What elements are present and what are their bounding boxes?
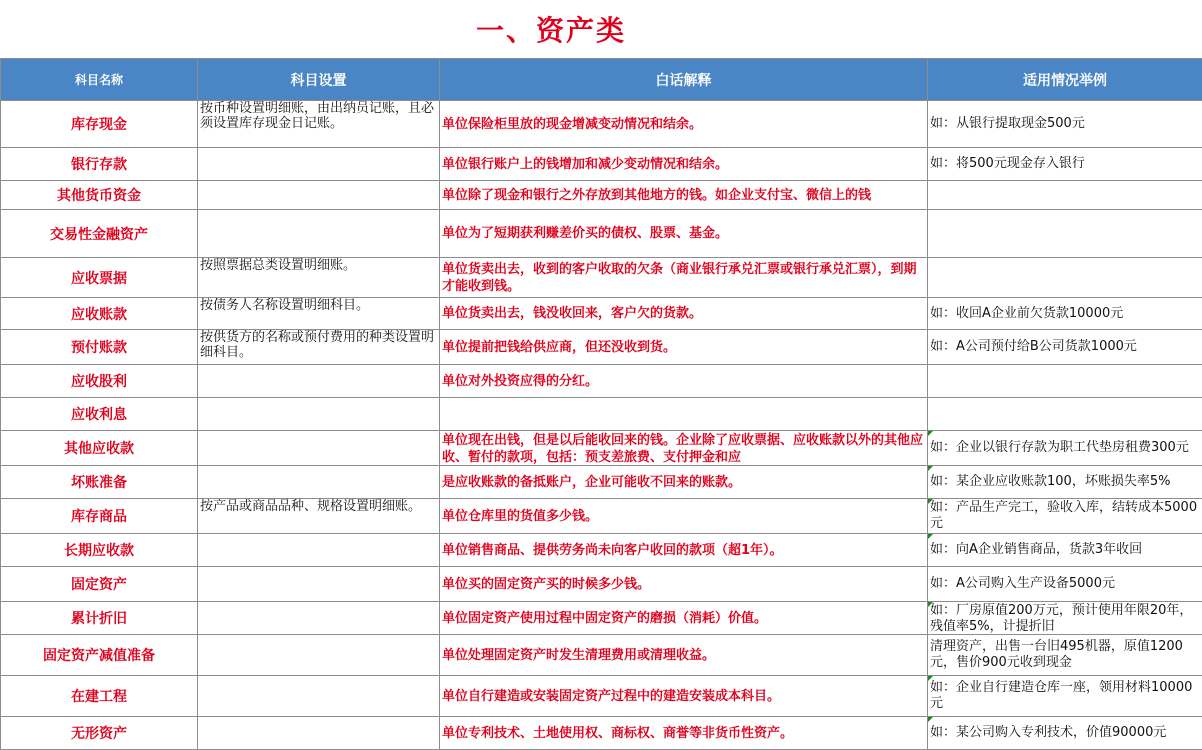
explanation-cell[interactable]	[440, 534, 928, 567]
account-name-cell-text: 固定资产减值准备	[3, 645, 195, 665]
table-row	[1, 534, 1202, 567]
example-cell[interactable]	[928, 567, 1202, 602]
table-row	[1, 567, 1202, 602]
account-name-cell-text: 在建工程	[3, 686, 195, 706]
explanation-cell-text: 单位货卖出去，钱没收回来，客户欠的货款。	[442, 305, 925, 322]
example-cell[interactable]	[928, 210, 1202, 258]
account-setup-cell[interactable]	[198, 210, 440, 258]
cell-comment-marker-icon	[928, 431, 933, 436]
explanation-cell-text: 单位为了短期获利赚差价买的债权、股票、基金。	[442, 225, 925, 242]
explanation-cell[interactable]	[440, 466, 928, 499]
asset-accounts-table	[0, 58, 1202, 750]
account-name-cell-text: 应收股利	[3, 371, 195, 391]
explanation-cell-text: 单位保险柜里放的现金增减变动情况和结余。	[442, 116, 925, 133]
explanation-cell[interactable]	[440, 499, 928, 534]
header-account-name[interactable]: 科目名称	[1, 59, 198, 101]
account-name-cell[interactable]	[1, 602, 198, 635]
account-name-cell-text: 应收利息	[3, 404, 195, 424]
account-setup-cell-text: 按债务人名称设置明细科目。	[200, 298, 437, 313]
cell-comment-marker-icon	[928, 499, 933, 504]
explanation-cell[interactable]	[440, 398, 928, 431]
account-name-cell-text: 银行存款	[3, 154, 195, 174]
account-name-cell-text: 其他货币资金	[3, 185, 195, 205]
table-row	[1, 101, 1202, 148]
explanation-cell-text: 单位仓库里的货值多少钱。	[442, 508, 925, 525]
explanation-cell-text: 单位对外投资应得的分红。	[442, 373, 925, 390]
account-name-cell[interactable]	[1, 398, 198, 431]
explanation-cell[interactable]	[440, 635, 928, 676]
explanation-cell[interactable]	[440, 431, 928, 466]
explanation-cell[interactable]	[440, 567, 928, 602]
explanation-cell-text: 单位销售商品、提供劳务尚未向客户收回的款项（超1年）。	[442, 542, 925, 559]
cell-comment-marker-icon	[928, 602, 933, 607]
account-setup-cell[interactable]	[198, 676, 440, 717]
account-setup-cell[interactable]	[198, 181, 440, 210]
table-row	[1, 330, 1202, 365]
account-name-cell[interactable]	[1, 717, 198, 750]
example-cell[interactable]	[928, 365, 1202, 398]
table-row	[1, 635, 1202, 676]
example-cell[interactable]	[928, 101, 1202, 148]
example-cell[interactable]	[928, 431, 1202, 466]
account-setup-cell[interactable]	[198, 298, 440, 330]
account-name-cell[interactable]	[1, 258, 198, 298]
example-cell[interactable]	[928, 635, 1202, 676]
example-cell-text: 如：企业自行建造仓库一座，领用材料10000元	[930, 680, 1200, 712]
account-setup-cell[interactable]	[198, 148, 440, 181]
example-cell[interactable]	[928, 181, 1202, 210]
explanation-cell[interactable]	[440, 181, 928, 210]
example-cell[interactable]	[928, 398, 1202, 431]
explanation-cell-text: 单位买的固定资产买的时候多少钱。	[442, 576, 925, 593]
explanation-cell[interactable]	[440, 258, 928, 298]
account-setup-cell-text: 按供货方的名称或预付费用的种类设置明细科目。	[200, 330, 437, 360]
example-cell[interactable]	[928, 466, 1202, 499]
account-name-cell[interactable]	[1, 534, 198, 567]
example-cell[interactable]	[928, 717, 1202, 750]
example-cell-text: 如：从银行提取现金500元	[930, 116, 1200, 132]
explanation-cell-text: 单位提前把钱给供应商，但还没收到货。	[442, 339, 925, 356]
cell-comment-marker-icon	[928, 534, 933, 539]
account-name-cell-text: 坏账准备	[3, 472, 195, 492]
explanation-cell[interactable]	[440, 330, 928, 365]
account-setup-cell-text: 按产品或商品品种、规格设置明细账。	[200, 499, 437, 514]
example-cell-text: 如：收回A企业前欠货款10000元	[930, 306, 1200, 322]
table-row	[1, 398, 1202, 431]
account-name-cell-text: 累计折旧	[3, 608, 195, 628]
explanation-cell-text: 单位货卖出去，收到的客户收取的欠条（商业银行承兑汇票或银行承兑汇票），到期才能收到钱。	[442, 261, 925, 295]
header-account-setup[interactable]: 科目设置	[198, 59, 440, 101]
account-name-cell-text: 库存商品	[3, 506, 195, 526]
cell-comment-marker-icon	[928, 717, 933, 722]
account-name-cell-text: 交易性金融资产	[3, 224, 195, 244]
example-cell-text: 如：产品生产完工，验收入库，结转成本5000元	[930, 500, 1200, 532]
example-cell-text: 如：A公司预付给B公司货款1000元	[930, 339, 1200, 355]
account-name-cell-text: 应收账款	[3, 304, 195, 324]
explanation-cell-text: 单位除了现金和银行之外存放到其他地方的钱。如企业支付宝、微信上的钱	[442, 187, 925, 204]
explanation-cell-text: 单位固定资产使用过程中固定资产的磨损（消耗）价值。	[442, 610, 925, 627]
example-cell[interactable]	[928, 330, 1202, 365]
table-row	[1, 298, 1202, 330]
explanation-cell[interactable]	[440, 148, 928, 181]
table-row	[1, 258, 1202, 298]
account-setup-cell[interactable]	[198, 365, 440, 398]
explanation-cell[interactable]	[440, 365, 928, 398]
account-setup-cell-text: 按照票据总类设置明细账。	[200, 258, 437, 273]
header-usage-example[interactable]: 适用情况举例	[928, 59, 1202, 101]
example-cell[interactable]	[928, 298, 1202, 330]
table-row	[1, 365, 1202, 398]
explanation-cell-text: 单位银行账户上的钱增加和减少变动情况和结余。	[442, 156, 925, 173]
account-name-cell[interactable]	[1, 181, 198, 210]
account-setup-cell[interactable]	[198, 602, 440, 635]
account-name-cell[interactable]	[1, 499, 198, 534]
example-cell[interactable]	[928, 534, 1202, 567]
cell-comment-marker-icon	[928, 466, 933, 471]
account-setup-cell[interactable]	[198, 717, 440, 750]
account-name-cell[interactable]	[1, 210, 198, 258]
explanation-cell[interactable]	[440, 298, 928, 330]
example-cell-text: 如：某公司购入专利技术，价值90000元	[930, 725, 1200, 741]
account-name-cell[interactable]	[1, 298, 198, 330]
table-row	[1, 210, 1202, 258]
account-name-cell-text: 长期应收款	[3, 540, 195, 560]
explanation-cell[interactable]	[440, 210, 928, 258]
account-name-cell-text: 预付账款	[3, 337, 195, 357]
explanation-cell-text: 是应收账款的备抵账户，企业可能收不回来的账款。	[442, 474, 925, 491]
example-cell-text: 如：某企业应收账款100，坏账损失率5%	[930, 474, 1200, 490]
account-name-cell[interactable]	[1, 330, 198, 365]
table-row	[1, 431, 1202, 466]
account-setup-cell-text: 按币种设置明细账，由出纳员记账，且必须设置库存现金日记账。	[200, 101, 437, 131]
example-cell[interactable]	[928, 258, 1202, 298]
example-cell[interactable]	[928, 148, 1202, 181]
account-setup-cell[interactable]	[198, 567, 440, 602]
example-cell-text: 如：将500元现金存入银行	[930, 156, 1200, 172]
account-name-cell[interactable]	[1, 101, 198, 148]
explanation-cell[interactable]	[440, 676, 928, 717]
account-name-cell[interactable]	[1, 431, 198, 466]
account-name-cell[interactable]	[1, 365, 198, 398]
account-name-cell-text: 应收票据	[3, 268, 195, 288]
account-setup-cell[interactable]	[198, 398, 440, 431]
account-setup-cell[interactable]	[198, 635, 440, 676]
explanation-cell-text: 单位专利技术、土地使用权、商标权、商誉等非货币性资产。	[442, 725, 925, 742]
table-row	[1, 181, 1202, 210]
header-plain-explanation[interactable]: 白话解释	[440, 59, 928, 101]
table-row	[1, 499, 1202, 534]
account-setup-cell[interactable]	[198, 499, 440, 534]
explanation-cell[interactable]	[440, 101, 928, 148]
account-name-cell-text: 固定资产	[3, 574, 195, 594]
account-name-cell[interactable]	[1, 567, 198, 602]
explanation-cell-text: 单位自行建造或安装固定资产过程中的建造安装成本科目。	[442, 688, 925, 705]
account-name-cell-text: 其他应收款	[3, 438, 195, 458]
example-cell-text: 如：企业以银行存款为职工代垫房租费300元	[930, 440, 1200, 456]
account-name-cell[interactable]	[1, 148, 198, 181]
example-cell-text: 如：厂房原值200万元，预计使用年限20年，残值率5%，计提折旧	[930, 603, 1200, 633]
explanation-cell[interactable]	[440, 717, 928, 750]
table-row	[1, 717, 1202, 750]
table-row	[1, 676, 1202, 717]
account-setup-cell[interactable]	[198, 101, 440, 148]
example-cell-text: 清理资产，出售一台旧495机器，原值1200元，售价900元收到现金	[930, 639, 1200, 671]
header-row	[1, 59, 1202, 101]
table-row	[1, 148, 1202, 181]
example-cell[interactable]	[928, 602, 1202, 635]
account-name-cell-text: 库存现金	[3, 114, 195, 134]
account-name-cell-text: 无形资产	[3, 723, 195, 743]
table-row	[1, 602, 1202, 635]
account-setup-cell[interactable]	[198, 330, 440, 365]
account-setup-cell[interactable]	[198, 258, 440, 298]
cell-comment-marker-icon	[928, 676, 933, 681]
account-setup-cell[interactable]	[198, 534, 440, 567]
example-cell-text: 如：A公司购入生产设备5000元	[930, 576, 1200, 592]
account-name-cell[interactable]	[1, 635, 198, 676]
page-title: 一、资产类	[476, 8, 626, 54]
example-cell-text: 如：向A企业销售商品，货款3年收回	[930, 542, 1200, 558]
account-name-cell[interactable]	[1, 676, 198, 717]
account-name-cell[interactable]	[1, 466, 198, 499]
explanation-cell[interactable]	[440, 602, 928, 635]
table-row	[1, 466, 1202, 499]
example-cell[interactable]	[928, 499, 1202, 534]
explanation-cell-text: 单位现在出钱，但是以后能收回来的钱。企业除了应收票据、应收账款以外的其他应收、暂付的款项，包括：预支差旅费、支付押金和应	[442, 432, 925, 464]
explanation-cell-text: 单位处理固定资产时发生清理费用或清理收益。	[442, 647, 925, 664]
example-cell[interactable]	[928, 676, 1202, 717]
account-setup-cell[interactable]	[198, 466, 440, 499]
account-setup-cell[interactable]	[198, 431, 440, 466]
